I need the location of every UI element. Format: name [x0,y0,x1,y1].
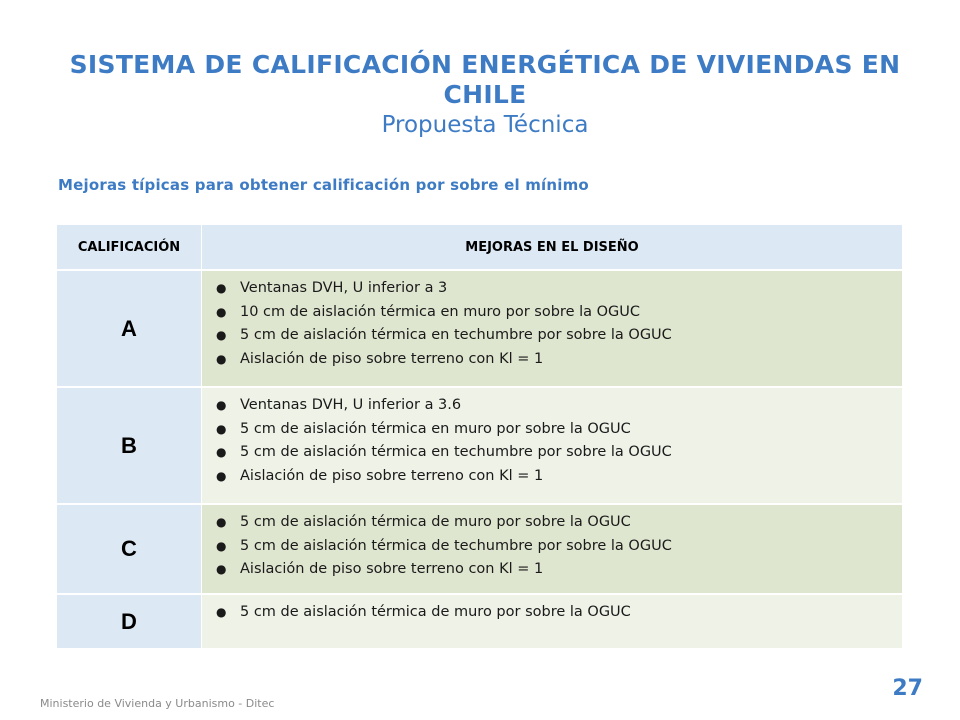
list-item [212,301,894,325]
list-item [212,348,894,372]
grade-label: D [57,594,202,649]
slide-title-block [40,50,930,140]
list-item [212,277,894,301]
list-item [212,394,894,418]
list-item [212,418,894,442]
list-item [212,535,894,559]
improvements-list [212,511,894,582]
list-item-text: Ventanas DVH, U inferior a 3.6 [240,397,462,413]
page-number: 27 [892,676,923,701]
bullet-dot-icon: ● [216,538,227,553]
list-item-text: Aislación de piso sobre terreno con Kl = 1 [240,350,544,367]
bullet-dot-icon: ● [216,515,227,529]
list-item-text: 10 cm de aislación térmica en muro por sobre la OGUC [240,303,641,320]
table-row-grade-d [57,594,903,649]
list-item [212,558,894,582]
list-item-text: 5 cm de aislación térmica en muro por sobre la OGUC [240,420,631,437]
bullet-dot-icon: ● [216,304,227,319]
improvements-cell [202,594,903,649]
section-heading: Mejoras típicas para obtener calificación por sobre el mínimo [58,176,589,194]
improvements-list [212,601,894,625]
table-row-grade-a [57,270,903,387]
table-header-row [57,225,903,271]
list-item [212,324,894,348]
improvements-list [212,277,894,371]
list-item [212,601,894,625]
list-item-text: 5 cm de aislación térmica en techumbre por sobre la OGUC [240,327,672,343]
list-item [212,511,894,535]
improvements-cell [202,504,903,594]
list-item [212,441,894,465]
slide-title: SISTEMA DE CALIFICACIÓN ENERGÉTICA DE VIVIENDAS EN CHILE [69,50,901,109]
bullet-dot-icon: ● [216,398,227,412]
slide-subtitle: Propuesta Técnica [381,112,589,138]
bullet-dot-icon: ● [216,445,227,459]
list-item-text: Aislación de piso sobre terreno con Kl = 1 [240,561,544,577]
improvements-cell [202,387,903,504]
grade-label: A [57,270,202,387]
improvements-list [212,394,894,488]
list-item-text: 5 cm de aislación térmica de muro por sobre la OGUC [240,514,631,530]
table-row-grade-c [57,504,903,594]
bullet-dot-icon: ● [216,605,227,619]
list-item-text: 5 cm de aislación térmica en techumbre por sobre la OGUC [240,444,672,460]
bullet-dot-icon: ● [216,562,227,576]
list-item [212,465,894,489]
bullet-dot-icon: ● [216,281,227,295]
bullet-dot-icon: ● [216,421,227,436]
grade-label: B [57,387,202,504]
bullet-dot-icon: ● [216,468,227,483]
rating-improvements-table [56,224,903,649]
header-rating: CALIFICACIÓN [57,225,202,271]
header-improvements: MEJORAS EN EL DISEÑO [202,225,903,271]
table-row-grade-b [57,387,903,504]
bullet-dot-icon: ● [216,328,227,342]
footer-organization: Ministerio de Vivienda y Urbanismo - Ditec [40,697,275,710]
bullet-dot-icon: ● [216,351,227,366]
list-item-text: Ventanas DVH, U inferior a 3 [240,280,448,296]
list-item-text: Aislación de piso sobre terreno con Kl = 1 [240,467,544,484]
grade-label: C [57,504,202,594]
list-item-text: 5 cm de aislación térmica de muro por sobre la OGUC [240,604,631,620]
list-item-text: 5 cm de aislación térmica de techumbre por sobre la OGUC [240,537,672,554]
improvements-cell [202,270,903,387]
